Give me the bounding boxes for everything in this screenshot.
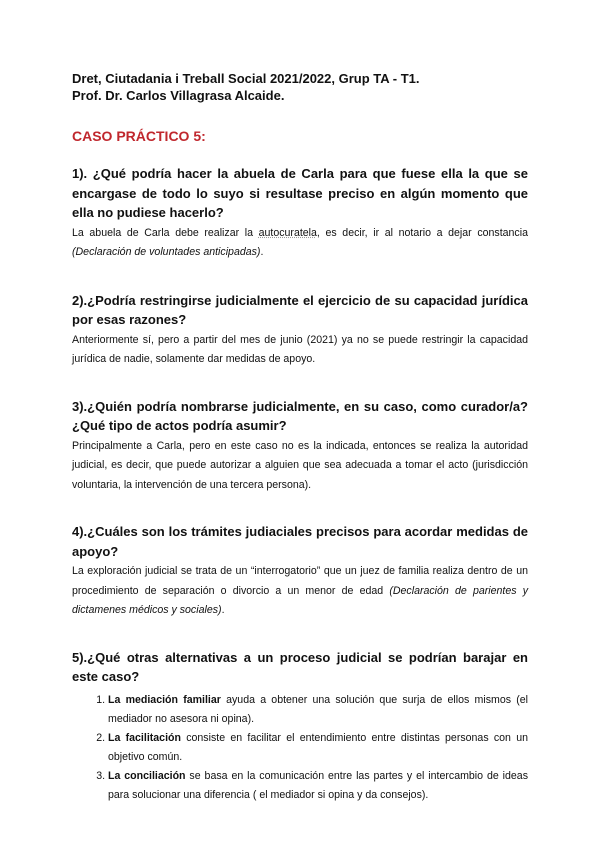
answer-3: Principalmente a Carla, pero en este caso no es la indicada, entonces se realiza la autoridad judicial, es decir, que puede autorizar a alguien que sea adecuada a tomar el acto (jurisdicción voluntaria, la intervención de una tercera persona). xyxy=(72,439,528,491)
answer-1-end: . xyxy=(260,246,264,258)
question-5: 5).¿Qué otras alternativas a un proceso judicial se podrían barajar en este caso? xyxy=(72,649,528,684)
answer-1-term: autocuratela xyxy=(258,226,317,239)
case-title: CASO PRÁCTICO 5: xyxy=(72,128,206,144)
list-item xyxy=(108,729,528,767)
list-item-term: La facilitación xyxy=(108,731,181,744)
answer-1-text-2: , es decir, ir al notario a dejar constancia xyxy=(316,226,528,239)
question-block-5 xyxy=(72,648,528,805)
list-item-text: consiste en facilitar el entendimiento entre distintas personas con un objetivo común. xyxy=(108,731,528,763)
answer-1-italic: (Declaración de voluntades anticipadas) xyxy=(72,246,261,258)
question-1: 1). ¿Qué podría hacer la abuela de Carla para que fuese ella la que se encargase de todo lo suyo si resultase preciso en algún momento que ella no pudiese hacerlo? xyxy=(72,166,528,220)
answer-4 xyxy=(72,562,528,621)
list-item-term: La conciliación xyxy=(108,769,186,782)
list-item xyxy=(108,767,528,805)
answer-4-text: La exploración judicial se trata de un “interrogatorio” que un juez de familia realiza dentro de un procedimiento de separación o divorcio a un menor de edad xyxy=(72,565,528,597)
question-block-1 xyxy=(72,164,528,263)
list-item-text: ayuda a obtener una solución que surja de ellos mismos (el mediador no asesora ni opina). xyxy=(108,693,529,725)
document-page xyxy=(72,70,528,805)
question-block-3 xyxy=(72,397,528,496)
question-block-2 xyxy=(72,291,528,370)
question-block-4 xyxy=(72,522,528,621)
question-2: 2).¿Podría restringirse judicialmente el ejercicio de su capacidad jurídica por esas razones? xyxy=(72,292,528,327)
list-item xyxy=(108,691,528,729)
answer-1-text: La abuela de Carla debe realizar la xyxy=(72,226,259,239)
answer-2: Anteriormente sí, pero a partir del mes de junio (2021) ya no se puede restringir la capacidad jurídica de nadie, solamente dar medidas de apoyo. xyxy=(72,333,528,365)
alternatives-list xyxy=(72,691,528,805)
list-item-term: La mediación familiar xyxy=(108,693,221,706)
answer-4-end: . xyxy=(221,604,225,616)
course-header-line: Dret, Ciutadania i Treball Social 2021/2022, Grup TA - T1. xyxy=(72,71,420,86)
answer-1 xyxy=(72,224,528,263)
question-4: 4).¿Cuáles son los trámites judiaciales precisos para acordar medidas de apoyo? xyxy=(72,524,528,559)
answer-4-italic: (Declaración de parientes y dictamenes médicos y sociales) xyxy=(72,584,528,616)
question-3: 3).¿Quién podría nombrarse judicialmente, en su caso, como curador/a? ¿Qué tipo de actos podría asumir? xyxy=(72,398,528,433)
list-item-text: se basa en la comunicación entre las partes y el intercambio de ideas para solucionar una diferencia ( el mediador si opina y da consejos). xyxy=(108,769,528,801)
professor-line: Prof. Dr. Carlos Villagrasa Alcaide. xyxy=(72,88,285,103)
